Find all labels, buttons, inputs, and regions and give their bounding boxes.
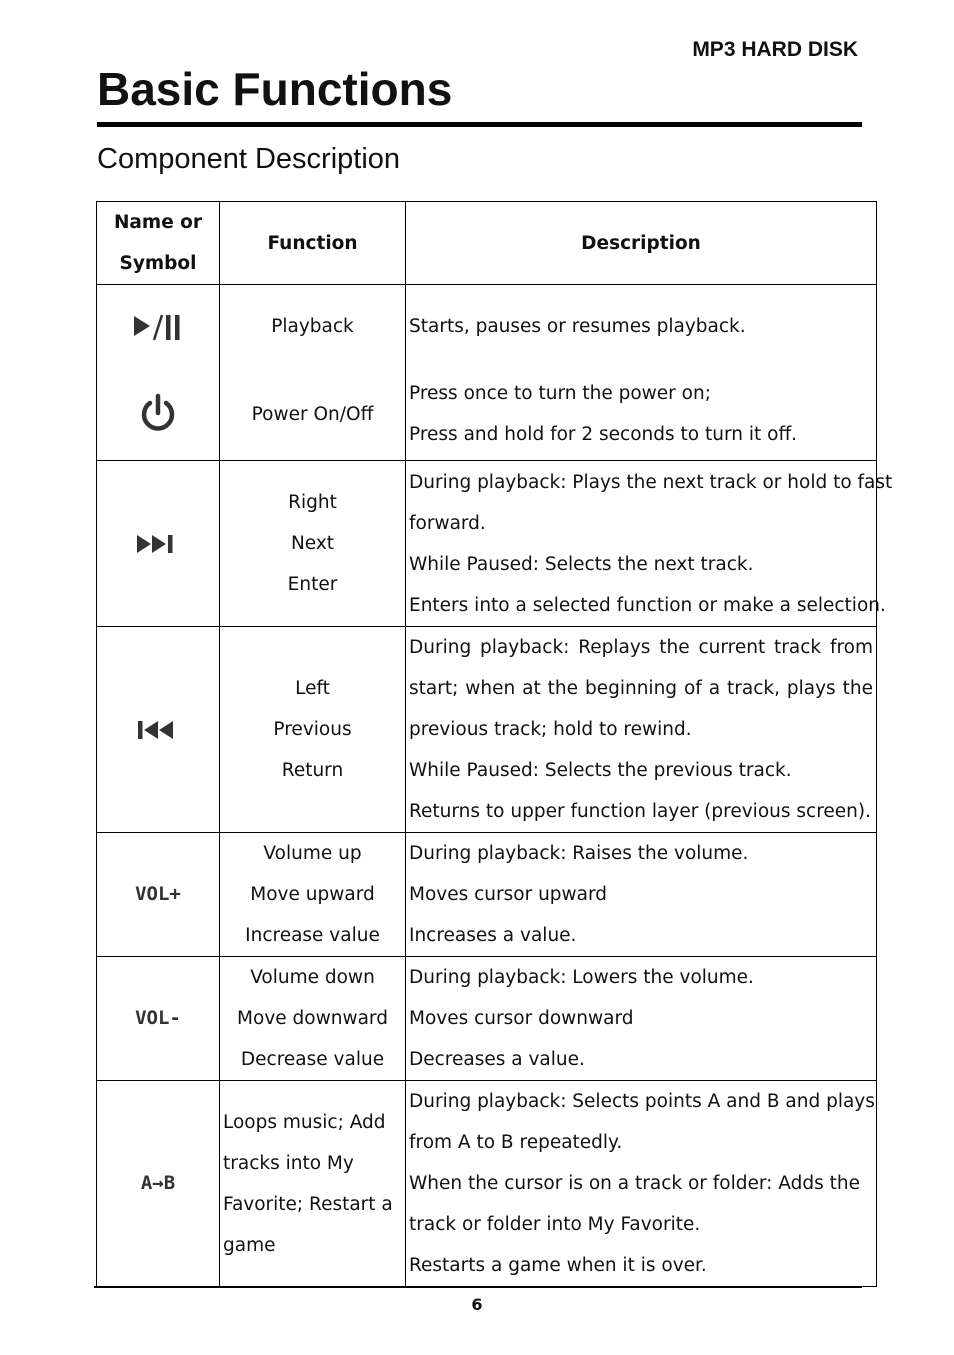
next-track-icon: [135, 533, 181, 555]
header-description: Description: [406, 202, 877, 285]
title-divider: [97, 122, 862, 127]
function-line: Playback: [271, 316, 354, 338]
function-line: Move upward: [250, 884, 375, 905]
function-line: Decrease value: [240, 1049, 385, 1070]
description-line: Enters into a selected function or make a selection.: [409, 594, 886, 616]
symbol-cell: [97, 285, 220, 369]
description-cell: [406, 957, 877, 1081]
symbol-cell: [97, 627, 220, 833]
symbol-cell: [97, 369, 220, 461]
product-header: MP3 HARD DISK: [692, 38, 858, 61]
description-cell: [406, 1081, 877, 1287]
page-number: 6: [471, 1295, 483, 1314]
description-line: During playback: Selects points A and B and plays: [409, 1091, 875, 1112]
table-header-row: [97, 202, 877, 285]
description-line: During playback: Lowers the volume.: [409, 967, 754, 988]
a-b-repeat-symbol: A→B: [140, 1172, 176, 1194]
table-row: [97, 833, 877, 957]
power-icon: [138, 393, 178, 435]
previous-track-icon: [135, 719, 181, 741]
function-line: Volume up: [263, 843, 362, 864]
function-cell: [220, 1081, 406, 1287]
component-table: [96, 201, 893, 1287]
description-line: from A to B repeatedly.: [409, 1132, 623, 1153]
table-row: [97, 627, 877, 833]
description-line: Moves cursor upward: [409, 884, 608, 905]
header-symbol-line2: Symbol: [119, 253, 197, 274]
function-cell: [220, 461, 406, 627]
header-symbol-line1: Name or: [113, 212, 203, 233]
description-cell: [406, 461, 893, 627]
table-row: [97, 369, 877, 461]
function-line: Move downward: [237, 1008, 388, 1029]
description-line: Moves cursor downward: [409, 1008, 634, 1029]
function-line: Previous: [273, 719, 352, 740]
description-line: track or folder into My Favorite.: [409, 1214, 701, 1235]
symbol-cell: [97, 461, 220, 627]
description-line: Press and hold for 2 seconds to turn it off.: [409, 424, 798, 446]
description-line: forward.: [409, 512, 486, 534]
table-row: [97, 957, 877, 1081]
description-line: Increases a value.: [409, 925, 577, 946]
description-line: Returns to upper function layer (previous screen).: [409, 801, 871, 822]
description-line: During playback: Replays the current track from: [409, 637, 873, 658]
description-line: Decreases a value.: [409, 1049, 585, 1070]
description-line: Press once to turn the power on;: [409, 383, 711, 405]
function-cell: [220, 285, 406, 369]
symbol-cell: [97, 957, 220, 1081]
description-line: During playback: Plays the next track or hold to fast: [409, 471, 893, 493]
function-line: game: [223, 1234, 276, 1256]
function-cell: [220, 627, 406, 833]
function-line: Power On/Off: [251, 403, 374, 425]
description-line: While Paused: Selects the next track.: [409, 553, 754, 575]
function-line: Loops music; Add: [223, 1111, 386, 1133]
description-line: During playback: Raises the volume.: [409, 843, 749, 864]
table-row: [97, 461, 877, 627]
function-line: Favorite; Restart a: [223, 1193, 393, 1215]
function-line: Next: [290, 533, 335, 554]
function-line: Increase value: [245, 925, 380, 946]
description-line: previous track; hold to rewind.: [409, 719, 692, 740]
function-cell: [220, 957, 406, 1081]
description-line: Restarts a game when it is over.: [409, 1255, 707, 1276]
function-line: Enter: [287, 574, 338, 595]
description-line: start; when at the beginning of a track, plays the: [409, 678, 873, 699]
table-row: [97, 285, 877, 369]
description-cell: [406, 627, 877, 833]
function-line: tracks into My: [223, 1152, 354, 1174]
header-symbol: [97, 202, 220, 285]
volume-up-symbol: VOL+: [135, 883, 181, 905]
table-row: [97, 1081, 877, 1287]
page-title: Basic Functions: [97, 63, 453, 115]
header-function: Function: [220, 202, 406, 285]
description-line: While Paused: Selects the previous track.: [409, 760, 792, 781]
description-cell: [406, 285, 877, 369]
function-line: Right: [288, 492, 337, 513]
footer-divider: [94, 1286, 862, 1288]
symbol-cell: [97, 1081, 220, 1287]
function-line: Return: [281, 760, 344, 781]
description-line: Starts, pauses or resumes playback.: [409, 316, 746, 338]
function-cell: [220, 369, 406, 461]
symbol-cell: [97, 833, 220, 957]
description-line: When the cursor is on a track or folder: Adds the: [409, 1173, 860, 1194]
function-cell: [220, 833, 406, 957]
volume-down-symbol: VOL-: [135, 1007, 181, 1029]
play-pause-icon: [132, 312, 184, 342]
function-line: Volume down: [250, 967, 375, 988]
section-title: Component Description: [97, 143, 401, 175]
function-line: Left: [295, 678, 330, 699]
description-cell: [406, 369, 877, 461]
description-cell: [406, 833, 877, 957]
